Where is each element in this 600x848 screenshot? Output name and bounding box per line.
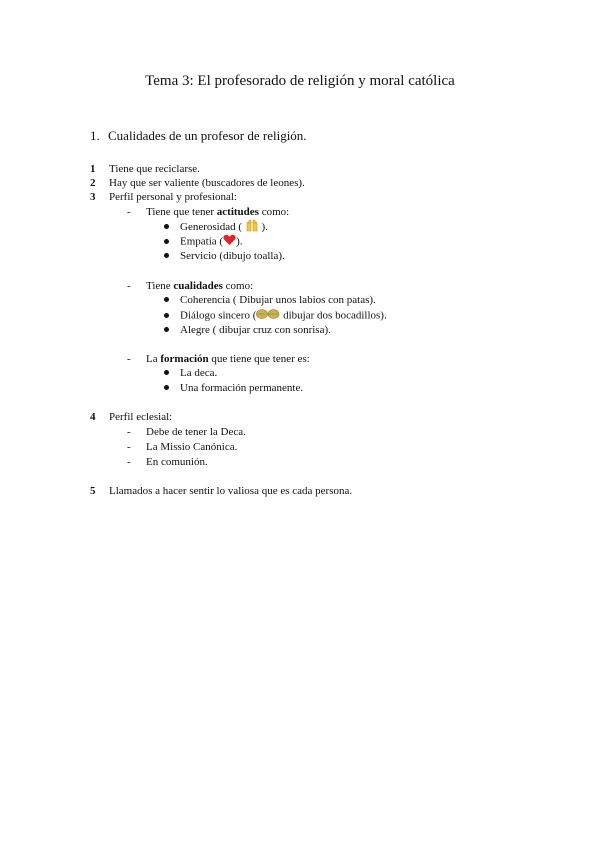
item-text: Perfil personal y profesional: [109, 191, 237, 203]
bullet-dot [164, 239, 169, 244]
item-text: Llamados a hacer sentir lo valiosa que es cada persona. [109, 485, 353, 497]
dash-marker: - [127, 456, 131, 468]
sub-item-text: En comunión. [146, 456, 208, 468]
section-heading [90, 128, 307, 144]
sub-item-text: como: [222, 280, 254, 292]
bullet-dot [164, 370, 169, 375]
bullet-text: Servicio (dibujo toalla). [180, 250, 285, 262]
list-item-2 [90, 176, 305, 190]
bullet-dot [164, 327, 169, 332]
bullet-la-deca [164, 366, 217, 380]
bullet-text: La deca. [180, 367, 218, 379]
bullet-text: Alegre ( dibujar cruz con sonrisa). [180, 324, 331, 336]
item-number: 5 [90, 485, 96, 497]
bullet-alegre [164, 323, 331, 337]
bullet-text: Diálogo sincero ( [180, 309, 257, 322]
sub-item-deca [127, 425, 246, 439]
dash-marker: - [127, 426, 131, 438]
bullet-text: Una formación permanente. [180, 382, 304, 394]
list-item-1 [90, 162, 200, 176]
bullet-dot [164, 253, 169, 258]
bold-term: formación [160, 353, 209, 365]
item-number: 3 [90, 191, 96, 203]
bullet-dot [164, 297, 169, 302]
list-item-4 [90, 410, 172, 424]
bullet-dot [164, 385, 169, 390]
list-item-5 [90, 484, 352, 498]
section-label: Cualidades de un profesor de religión. [108, 128, 307, 143]
item-number: 4 [90, 411, 96, 423]
item-text: Hay que ser valiente (buscadores de leones). [109, 177, 305, 189]
bullet-servicio [164, 249, 285, 263]
sub-item-text: que tiene que tener es: [208, 353, 310, 365]
bullet-text: Generosidad ( [180, 221, 245, 234]
bold-term: actitudes [216, 206, 259, 218]
list-item-3 [90, 190, 237, 204]
bold-term: cualidades [173, 280, 223, 292]
sub-item-text: Tiene que tener [146, 206, 217, 218]
item-number: 1 [90, 163, 96, 175]
raised-hands-icon [245, 219, 259, 236]
sandwich-icon [256, 308, 280, 324]
dash-marker: - [127, 441, 131, 453]
sub-item-text: Debe de tener la Deca. [146, 426, 246, 438]
sub-item-text: La [146, 353, 161, 365]
dash-marker: - [127, 206, 131, 218]
sub-item-missio [127, 440, 237, 454]
dash-marker: - [127, 280, 131, 292]
sub-item-text: como: [258, 206, 290, 218]
dash-marker: - [127, 353, 131, 365]
sub-item-cualidades [127, 279, 253, 293]
item-text: Perfil eclesial: [109, 411, 173, 423]
document-title: Tema 3: El profesorado de religión y moral católica [145, 73, 455, 89]
bullet-text: ). [258, 221, 268, 234]
bullet-coherencia [164, 293, 376, 307]
sub-item-text: La Missio Canónica. [146, 441, 238, 453]
item-text: Tiene que reciclarse. [109, 163, 200, 175]
section-number: 1. [90, 128, 100, 143]
bullet-text: Empatía ( [180, 235, 224, 248]
item-number: 2 [90, 177, 96, 189]
bullet-dot [164, 313, 169, 318]
sub-item-formacion [127, 352, 310, 366]
red-heart-icon [223, 234, 236, 250]
sub-item-comunion [127, 455, 208, 469]
bullet-text: Coherencia ( Dibujar unos labios con patas). [180, 294, 376, 306]
bullet-dot [164, 224, 169, 229]
bullet-dialogo [164, 308, 387, 324]
sub-item-actitudes [127, 205, 289, 219]
bullet-empatia [164, 234, 243, 250]
bullet-formacion-permanente [164, 381, 303, 395]
bullet-text: ). [236, 235, 243, 248]
bullet-text: dibujar dos bocadillos). [280, 309, 387, 322]
sub-item-text: Tiene [146, 280, 174, 292]
